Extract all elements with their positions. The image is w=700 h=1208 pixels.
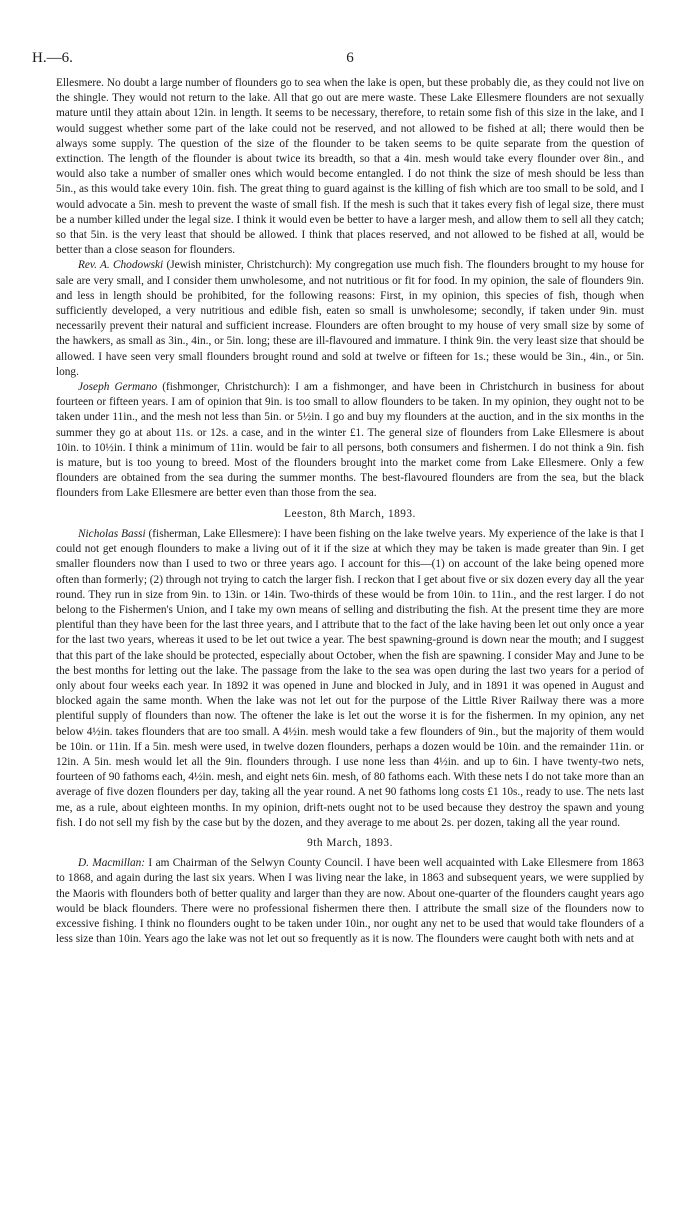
paragraph bbox=[56, 527, 644, 831]
paragraph bbox=[56, 380, 644, 502]
page-number: 6 bbox=[346, 50, 354, 66]
paragraph bbox=[56, 258, 644, 380]
document-body bbox=[56, 76, 644, 947]
paragraph-text: (Jewish minister, Christchurch): My congregation use much fish. The flounders brought to my house for sale are very small, and I consider them unwholesome, and not nutritious or fit for food. In my opinion, the sale of flounders 9in. and less in length should be prohibited, for the following reasons: First, in my opinion, this species of fish, though when sufficiently developed, a very nutritious and edible fish, eaten so small is unwholesome; secondly, if taken under 9in. must necessarily prevent their natural and sufficient increase. Flounders are often brought to my house of very small size by some of the hawkers, as small as 3in., 4in., or 5in. long; these are ill-flavoured and immature. I think 9in. the very least size that should be allowed. I have seen very small flounders brought round and sold at twelve or fifteen for 1s.; these would be 3in., 4in., or 5in. long. bbox=[56, 259, 644, 378]
paragraph-text: Ellesmere. No doubt a large number of flounders go to sea when the lake is open, but these probably die, as they could not live on the shingle. They would not return to the lake. All that go out are mere waste. These Lake Ellesmere flounders are not sexually mature until they attain about 12in. in length. It seems to be necessary, therefore, to retain some fish of this size in the lake, and I would suggest whether some part of the lake could not be reserved, and not allowed to be fished at all; there would then be always some supply. The question of the size of the flounder to be taken seems to be quite separate from the question of extinction. The length of the flounder is about twice its breadth, so that a 4in. mesh would take every flounder over 8in., and would also take a number of smaller ones which would become entangled. I do not think the size of mesh should be less than 5in., as this would take every 10in. fish. The great thing to guard against is the killing of fish which are too small to be sold, and I would advocate a 5in. mesh to prevent the waste of small fish. If the mesh is such that it takes every fish of legal size, there must be a number killed under the legal size. I think it would even be better to have a larger mesh, and allow them to sell all they catch; so that 5in. is the very least that should be allowed. I think that places reserved, and not allowed to be fished at all, would be better than a close season for flounders. bbox=[56, 77, 644, 257]
speaker-name: Rev. A. Chodowski bbox=[78, 259, 164, 272]
speaker-name: Joseph Germano bbox=[78, 381, 158, 394]
paragraph bbox=[56, 76, 644, 258]
speaker-name: Nicholas Bassi bbox=[78, 527, 146, 540]
document-reference: H.—6. bbox=[32, 50, 73, 66]
paragraph bbox=[56, 856, 644, 947]
page-header bbox=[32, 50, 668, 70]
paragraph-text: I am Chairman of the Selwyn County Council. I have been well acquainted with Lake Ellesmere from 1863 to 1868, and again during the last six years. When I was living near the lake, in 1863 and subsequent years, we were supplied by the Maoris with flounders both of better quality and larger than they are now. About one-quarter of the flounders caught years ago would be black flounders. There were no professional fishermen there then. I attribute the small size of the flounders now to excessive fishing. I think no flounders ought to be taken under 10in., nor ought any net to be used that would take flounders of a less size than 10in. Years ago the lake was not let out so frequently as it is now. The flounders were caught both with nets and at bbox=[56, 857, 644, 946]
speaker-name: D. Macmillan: bbox=[78, 857, 146, 870]
section-date: 9th March, 1893. bbox=[307, 836, 393, 849]
paragraph-text: (fisherman, Lake Ellesmere): I have been fishing on the lake twelve years. My experience of the lake is that I could not get enough flounders to make a living out of it if the size at which they may be taken is made greater than 9in. I get smaller flounders now than I used to two or three years ago. I account for this—(1) on account of the lake being opened more often than formerly; (2) through not trying to catch the larger fish. I reckon that I get about five or six dozen every day all the year round. They run in size from 9in. to 13in. or 14in. Two-thirds of these would be from 10in. to 11in., and the rest larger. I do not belong to the Fishermen's Union, and I take my own means of selling and distributing the fish. At the present time they are more plentiful than they have been for the last three years, and I attribute that to the fact of the lake having been let out only once a year for the last two years, whereas it used to be let out twice a year. The best spawning-ground is down near the mouth; and I suggest that this part of the lake should be protected, especially about October, when the fish are spawning. I consider May and June to be the best months for letting out the lake. The passage from the lake to the sea was open during the last two years for a period of only about four weeks each year. In 1892 it was opened in June and blocked in July, and in 1891 it was opened in August and blocked again the same month. When the lake was not let out for the purpose of the Little River Railway there was a more plentiful supply of flounders than now. The oftener the lake is let out the worse it is for the fishermen. In my opinion, any net below 4½in. takes flounders that are too small. A 4½in. mesh would take a few flounders of 9in., but the majority of them would be 10in. or 11in. If a 5in. mesh were used, in twelve dozen flounders, perhaps a dozen would be 10in. and the remainder 11in. or 12in. A 5in. mesh would let all the 9in. flounders through. I use none less than 4½in. and up to 6in. I have twenty-two nets, fourteen of 90 fathoms each, 4½in. mesh, and eight nets 6in. mesh, of 80 fathoms each. With these nets I do not take more than an average of five dozen flounders per day, taking all the year round. A net 90 fathoms long costs £1 10s., ready to use. The nets last me, as a rule, about eighteen months. In my opinion, drift-nets ought not to be used because they destroy the spawn and young fish. I do not sell my fish by the case but by the dozen, and they average to me about 2s. per dozen, taking all the year round. bbox=[56, 527, 644, 829]
paragraph-text: (fishmonger, Christchurch): I am a fishmonger, and have been in Christchurch in business for about fourteen or fifteen years. I am of opinion that 9in. is too small to allow flounders to be taken. In my opinion, they ought not to be taken under 11in., and the mesh not less than 5in. or 5½in. I go and buy my flounders at the auction, and in the six months in the summer they go at about 11s. or 12s. a case, and in the winter £1. The general size of flounders from Lake Ellesmere is about 10in. to 10½in. I think a minimum of 11in. would be fair to all persons, both consumers and fishermen. I do not think a 9in. fish is mature, but is too young to breed. Most of the flounders brought into the market come from Lake Ellesmere. Only a few flounders are obtained from the sea during the summer months. The best-flavoured flounders are from the sea, but the black flounders from Lake Ellesmere are better even than those from the sea. bbox=[56, 381, 644, 500]
section-date: Leeston, 8th March, 1893. bbox=[284, 507, 416, 520]
